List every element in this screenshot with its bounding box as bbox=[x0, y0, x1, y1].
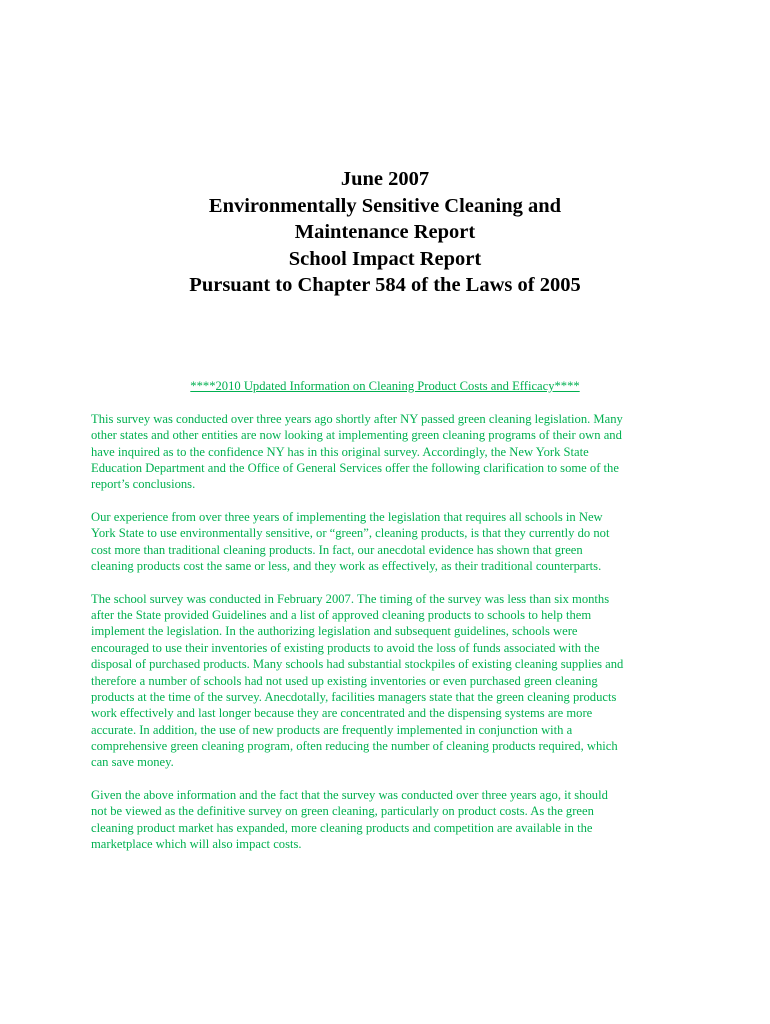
text-line: Our experience from over three years of implementing the legislation that requires all schools in New bbox=[91, 510, 603, 525]
text-line: comprehensive green cleaning program, often reducing the number of cleaning products required, which bbox=[91, 738, 618, 753]
title-line-subject-2: Maintenance Report bbox=[294, 221, 476, 243]
report-title bbox=[0, 166, 770, 299]
text-line: after the State provided Guidelines and a list of approved cleaning products to schools to help them bbox=[91, 608, 592, 623]
paragraph-experience bbox=[91, 509, 691, 574]
title-line-statute: Pursuant to Chapter 584 of the Laws of 2005 bbox=[189, 274, 581, 296]
text-line: This survey was conducted over three years ago shortly after NY passed green cleaning legislation. Many bbox=[91, 412, 623, 426]
title-line-report-type: School Impact Report bbox=[288, 247, 482, 270]
text-line: work effectively and last longer because they are concentrated and the dispensing systems are more bbox=[91, 706, 593, 721]
text-line: encouraged to use their inventories of existing products to avoid the loss of funds associated with the bbox=[91, 640, 600, 655]
text-line: implement the legislation. In the authorizing legislation and subsequent guidelines, schools were bbox=[91, 624, 578, 639]
text-line: Given the above information and the fact that the survey was conducted over three years ago, it should bbox=[91, 787, 608, 802]
text-line: other states and other entities are now looking at implementing green cleaning programs of their own and bbox=[91, 428, 622, 443]
paragraph-survey-timing bbox=[91, 591, 691, 771]
text-line: The school survey was conducted in February 2007. The timing of the survey was less than six months bbox=[91, 591, 610, 606]
text-line: have inquired as to the confidence NY has in this original survey. Accordingly, the New York State bbox=[91, 444, 589, 459]
title-line-date: June 2007 bbox=[340, 168, 430, 190]
paragraph-survey-context bbox=[91, 411, 691, 493]
text-line: not be viewed as the definitive survey on green cleaning, particularly on product costs. As the green bbox=[91, 804, 594, 819]
title-line-subject-1: Environmentally Sensitive Cleaning and bbox=[208, 194, 562, 217]
text-line: report’s conclusions. bbox=[91, 477, 196, 492]
text-line: cleaning product market has expanded, more cleaning products and competition are available in the bbox=[91, 820, 593, 835]
text-line: products at the time of the survey. Anecdotally, facilities managers state that the green cleaning products bbox=[91, 689, 617, 704]
text-line: disposal of purchased products. Many schools had substantial stockpiles of existing cleaning supplies and bbox=[91, 657, 624, 672]
text-line: York State to use environmentally sensitive, or “green”, cleaning products, is that they currently do not bbox=[91, 526, 610, 541]
update-body bbox=[91, 411, 691, 869]
text-line: cost more than traditional cleaning products. In fact, our anecdotal evidence has shown that green bbox=[91, 542, 583, 557]
paragraph-conclusion bbox=[91, 787, 691, 852]
text-line: cleaning products cost the same or less, and they work as effectively, as their traditional counterparts. bbox=[91, 559, 602, 574]
text-line: Education Department and the Office of General Services offer the following clarification to some of the bbox=[91, 461, 619, 476]
text-line: therefore a number of schools had not used up existing inventories or even purchased green cleaning bbox=[91, 673, 598, 688]
text-line: marketplace which will also impact costs. bbox=[91, 836, 302, 851]
text-line: can save money. bbox=[91, 755, 174, 770]
update-notice-heading: ****2010 Updated Information on Cleaning Product Costs and Efficacy**** bbox=[190, 379, 580, 393]
text-line: accurate. In addition, the use of new products are frequently implemented in conjunction with a bbox=[91, 722, 573, 737]
